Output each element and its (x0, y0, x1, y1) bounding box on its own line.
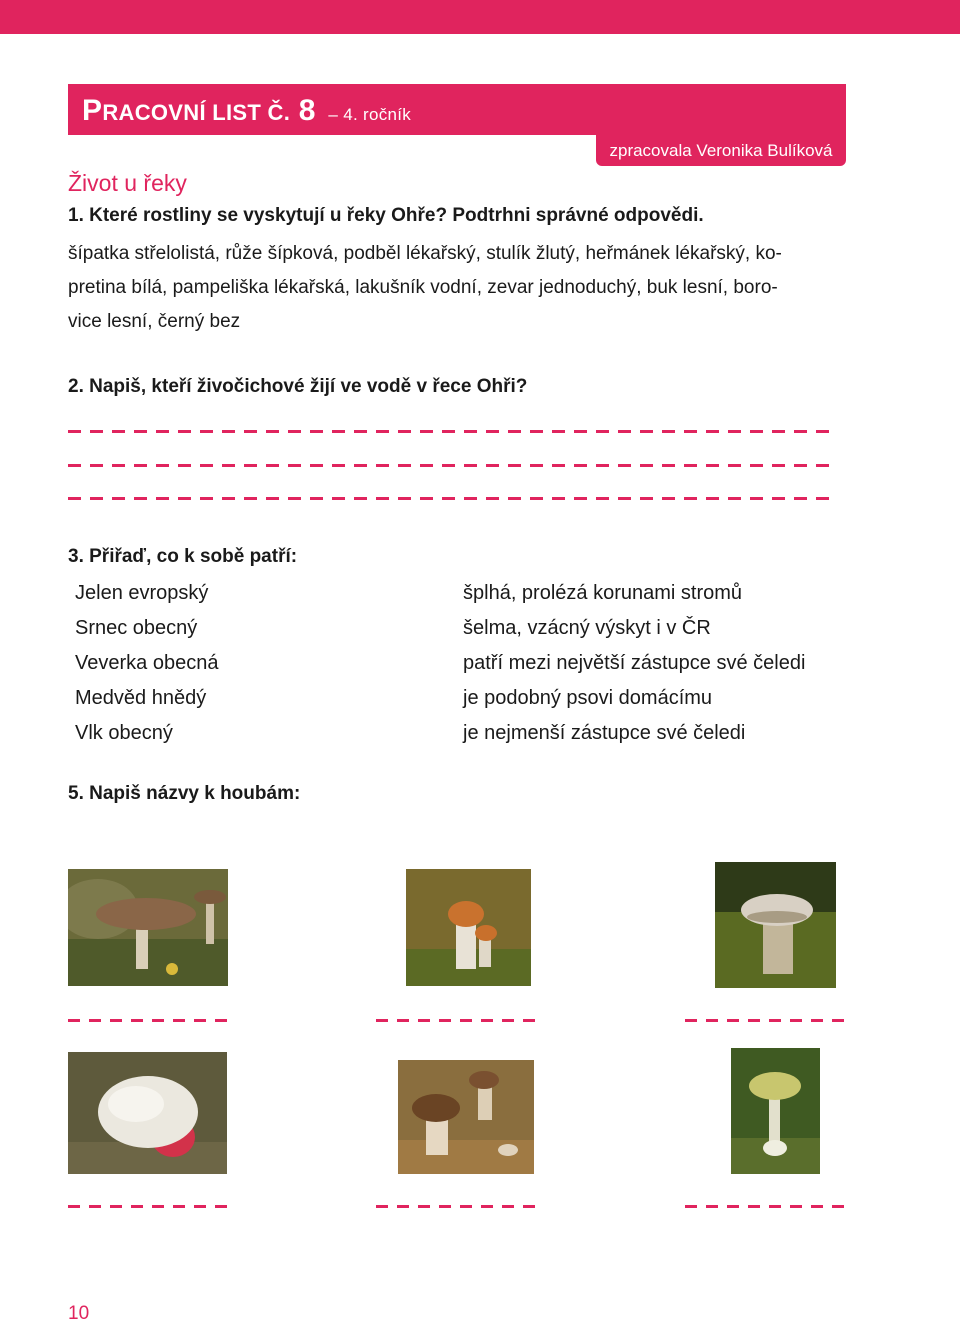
mushroom-answer-line[interactable] (376, 1019, 536, 1022)
animal-list (75, 576, 218, 751)
mushroom-photo-6 (731, 1048, 820, 1174)
title-number: 8 (290, 94, 316, 127)
description-item[interactable]: je podobný psovi domácímu (463, 687, 713, 709)
mushroom-photo-1 (68, 869, 228, 986)
page-number: 10 (68, 1303, 90, 1324)
mushroom-photo-3 (715, 862, 836, 988)
animal-item[interactable]: Jelen evropský (75, 582, 209, 604)
mushroom-answer-line[interactable] (68, 1205, 228, 1208)
question-5-heading: 5. Napiš názvy k houbám: (68, 783, 301, 804)
description-item[interactable]: šplhá, prolézá korunami stromů (463, 582, 743, 604)
mushroom-photo-2 (406, 869, 531, 986)
worksheet-title (82, 94, 411, 128)
answer-line[interactable] (68, 464, 838, 467)
mushroom-answer-line[interactable] (68, 1019, 228, 1022)
answer-line[interactable] (68, 497, 838, 500)
plant-list-line[interactable]: vice lesní, černý bez (68, 311, 241, 332)
question-2-heading: 2. Napiš, kteří živočichové žijí ve vodě v řece Ohři? (68, 376, 528, 397)
section-title: Život u řeky (68, 170, 187, 196)
grade-label: – 4. ročník (328, 105, 412, 124)
mushroom-photo-5 (398, 1060, 534, 1174)
description-item[interactable]: šelma, vzácný výskyt i v ČR (463, 617, 711, 639)
description-item[interactable]: patří mezi největší zástupce své čeledi (463, 652, 806, 674)
author-tab: zpracovala Veronika Bulíková (596, 135, 846, 166)
animal-item[interactable]: Medvěd hnědý (75, 687, 207, 709)
question-3-heading: 3. Přiřaď, co k sobě patří: (68, 546, 298, 567)
animal-item[interactable]: Srnec obecný (75, 617, 198, 639)
animal-item[interactable]: Vlk obecný (75, 722, 173, 744)
top-accent-bar (0, 0, 960, 34)
answer-line[interactable] (68, 430, 838, 433)
mushroom-answer-line[interactable] (376, 1205, 536, 1208)
mushroom-answer-line[interactable] (685, 1019, 845, 1022)
title-initial: P (82, 94, 103, 127)
plant-list-line[interactable]: pretina bílá, pampeliška lékařská, lakušník vodní, zevar jednoduchý, buk lesní, boro- (68, 277, 778, 298)
plant-list-line[interactable]: šípatka střelolistá, růže šípková, podběl lékařský, stulík žlutý, heřmánek lékařský, ko- (68, 243, 782, 264)
question-1-heading: 1. Které rostliny se vyskytují u řeky Ohře? Podtrhni správné odpovědi. (68, 205, 704, 226)
mushroom-answer-line[interactable] (685, 1205, 845, 1208)
description-item[interactable]: je nejmenší zástupce své čeledi (463, 722, 746, 744)
title-banner (68, 84, 846, 135)
title-caps: RACOVNÍ LIST Č. (102, 100, 291, 125)
description-list (463, 576, 805, 751)
mushroom-photo-4 (68, 1052, 227, 1174)
plant-list (68, 237, 848, 339)
animal-item[interactable]: Veverka obecná (75, 652, 219, 674)
